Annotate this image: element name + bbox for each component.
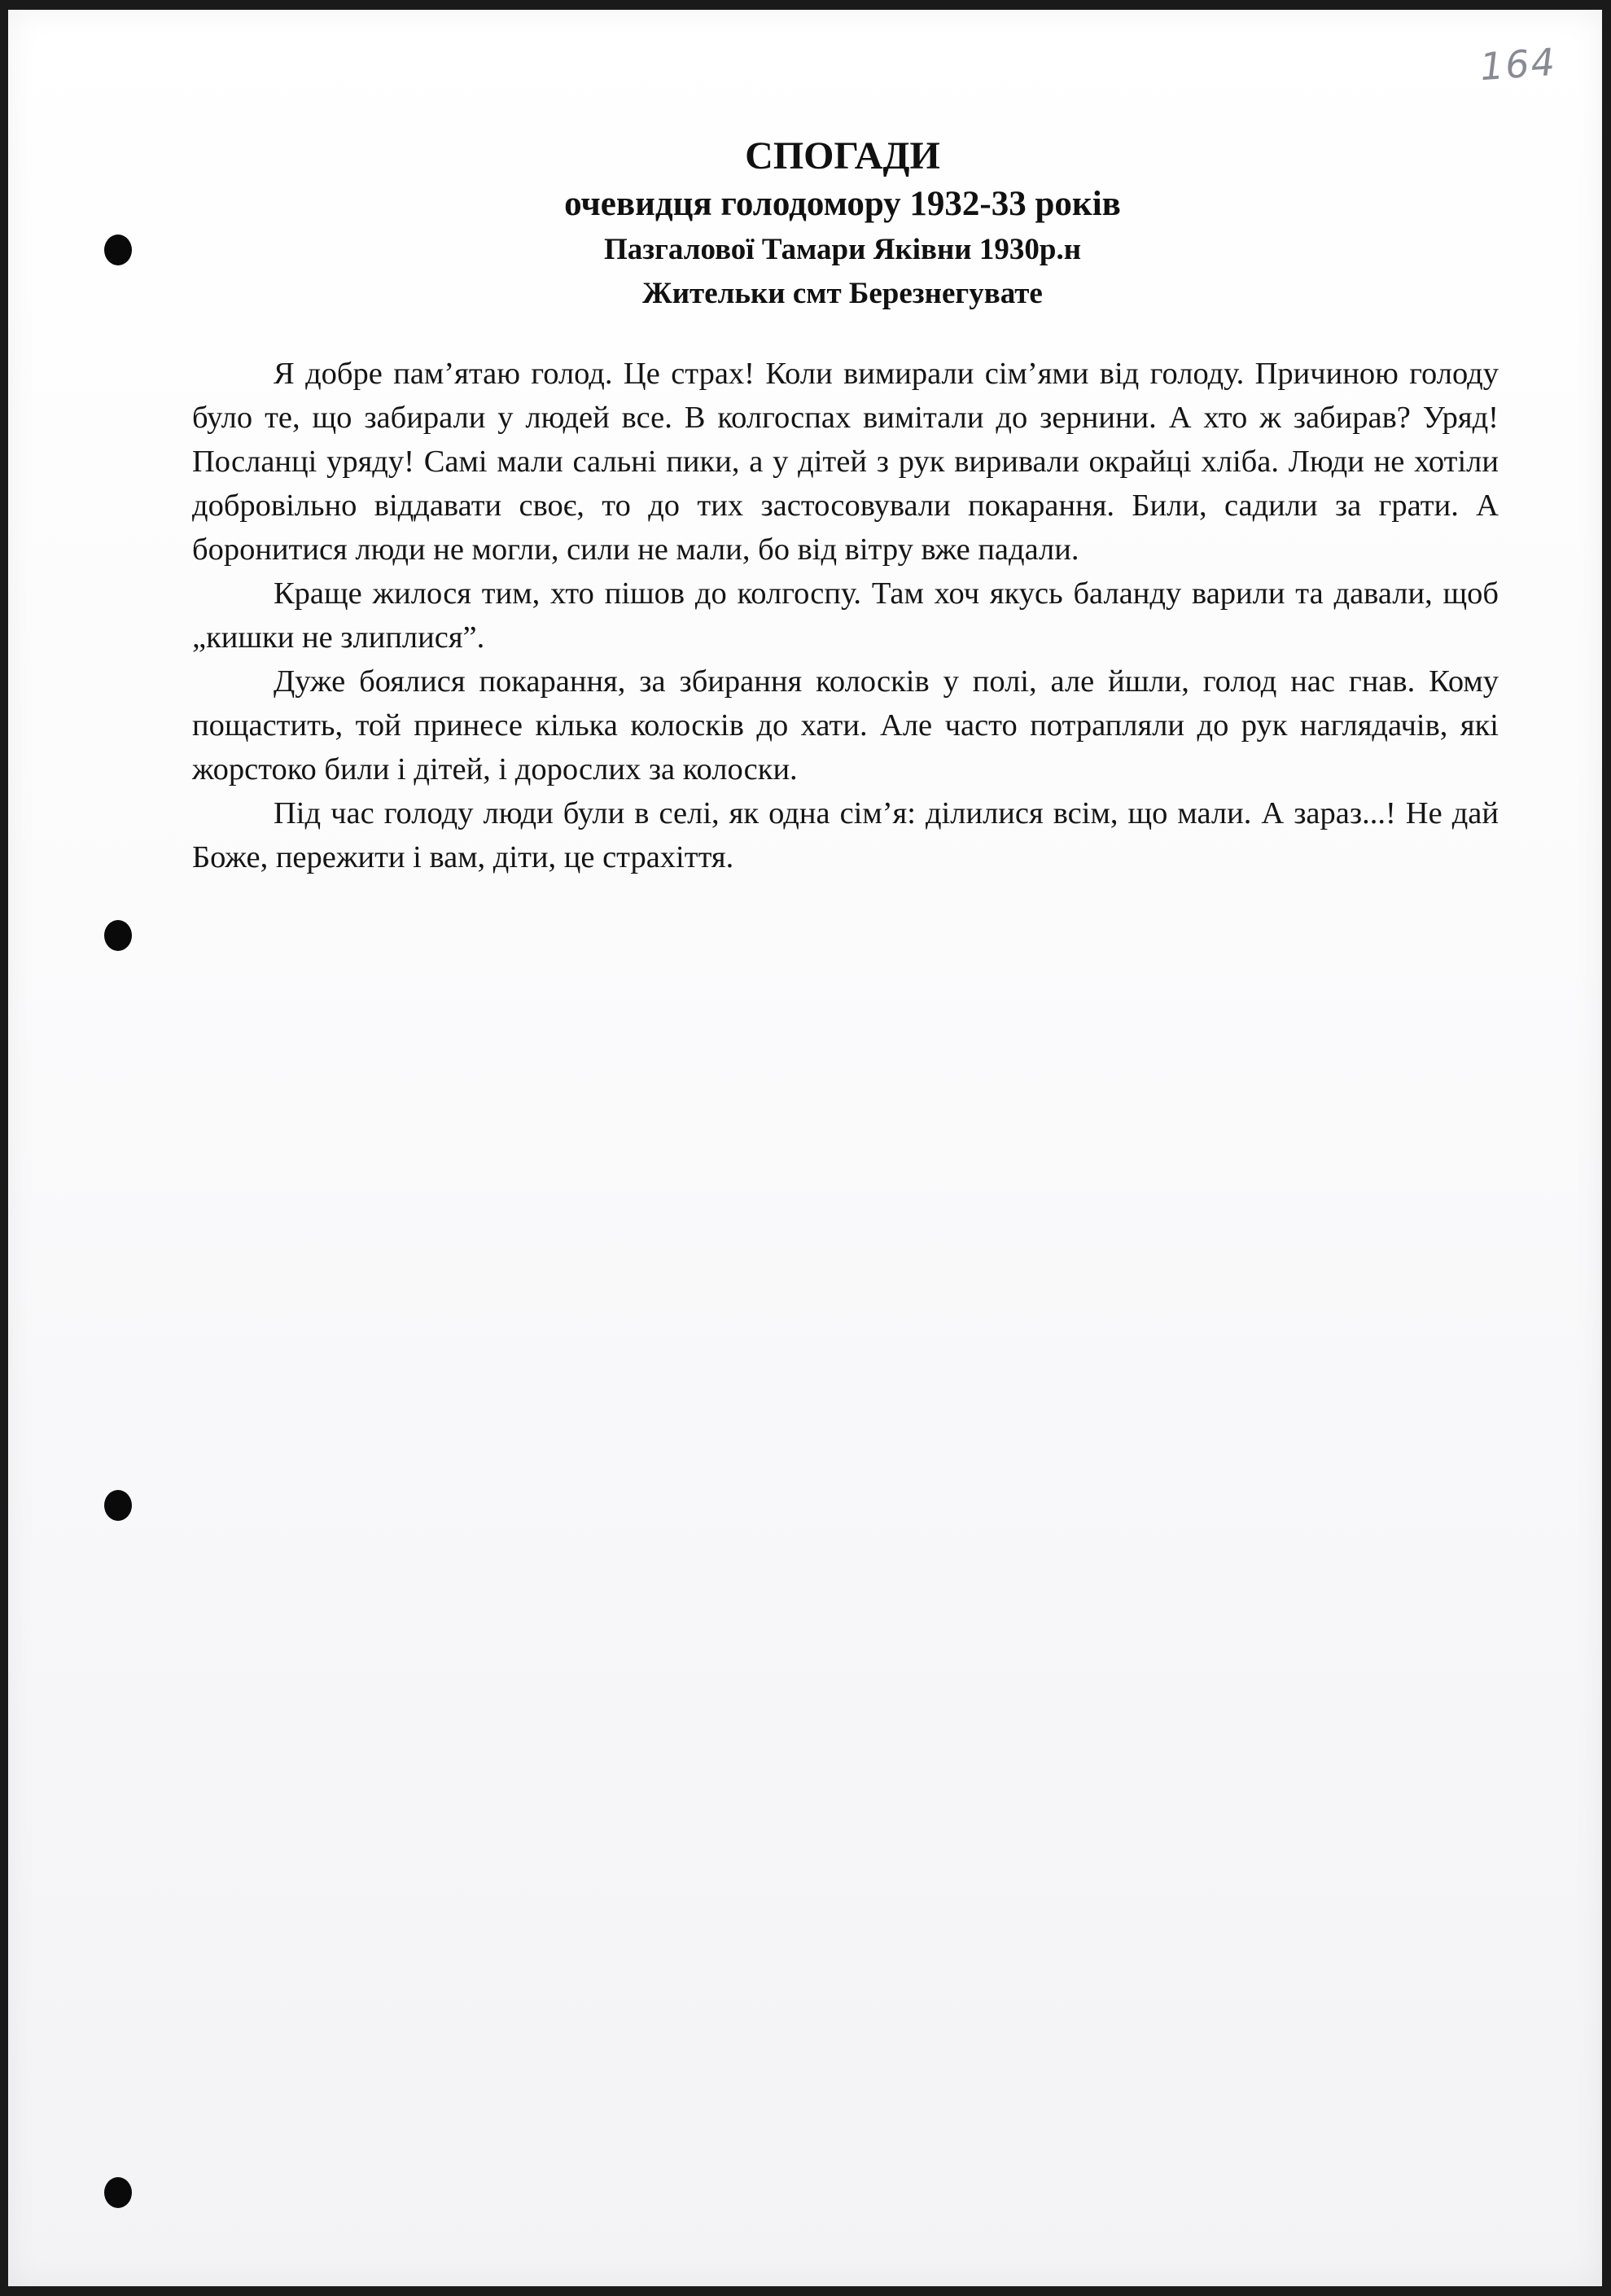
punch-hole-icon bbox=[104, 920, 132, 951]
document-title: СПОГАДИ bbox=[745, 134, 940, 177]
memoir-body bbox=[192, 352, 1499, 879]
paragraph: Під час голоду люди були в селі, як одна сім’я: ділилися всім, що мали. А зараз...! Не дай Боже, пережити і вам, діти, це страхіття. bbox=[192, 796, 1499, 874]
witness-name: Пазгалової Тамари Яківни 1930р.н bbox=[603, 233, 1082, 266]
handwritten-page-number: 164 bbox=[1478, 39, 1558, 90]
paragraph: Дуже боялися покарання, за збирання колосків у полі, але йшли, голод нас гнав. Кому пощастить, той принесе кілька колосків до хати. Але часто потрапляли до рук наглядачів, які жорстоко били і дітей, і дорослих за колоски. bbox=[192, 664, 1499, 787]
witness-residence: Жительки смт Березнегувате bbox=[642, 277, 1043, 310]
punch-hole-icon bbox=[104, 1490, 132, 1521]
paragraph: Я добре пам’ятаю голод. Це страх! Коли вимирали сім’ями від голоду. Причиною голоду було те, що забирали у людей все. В колгоспах вимітали до зернини. А хто ж забирав? Уряд! Посланці уряду! Самі мали сальні пики, а у дітей з рук виривали окрайці хліба. Люди не хотіли добровільно віддавати своє, то до тих застосовували покарання. Били, садили за грати. А боронитися люди не могли, сили не мали, бо від вітру вже падали. bbox=[192, 357, 1499, 567]
punch-hole-icon bbox=[104, 2177, 132, 2208]
document-page bbox=[8, 10, 1602, 2286]
document-header bbox=[8, 132, 1611, 316]
document-subtitle: очевидця голодомору 1932-33 років bbox=[564, 185, 1121, 223]
paragraph: Краще жилося тим, хто пішов до колгоспу. Там хоч якусь баланду варили та давали, щоб „кишки не злиплися”. bbox=[192, 576, 1499, 655]
